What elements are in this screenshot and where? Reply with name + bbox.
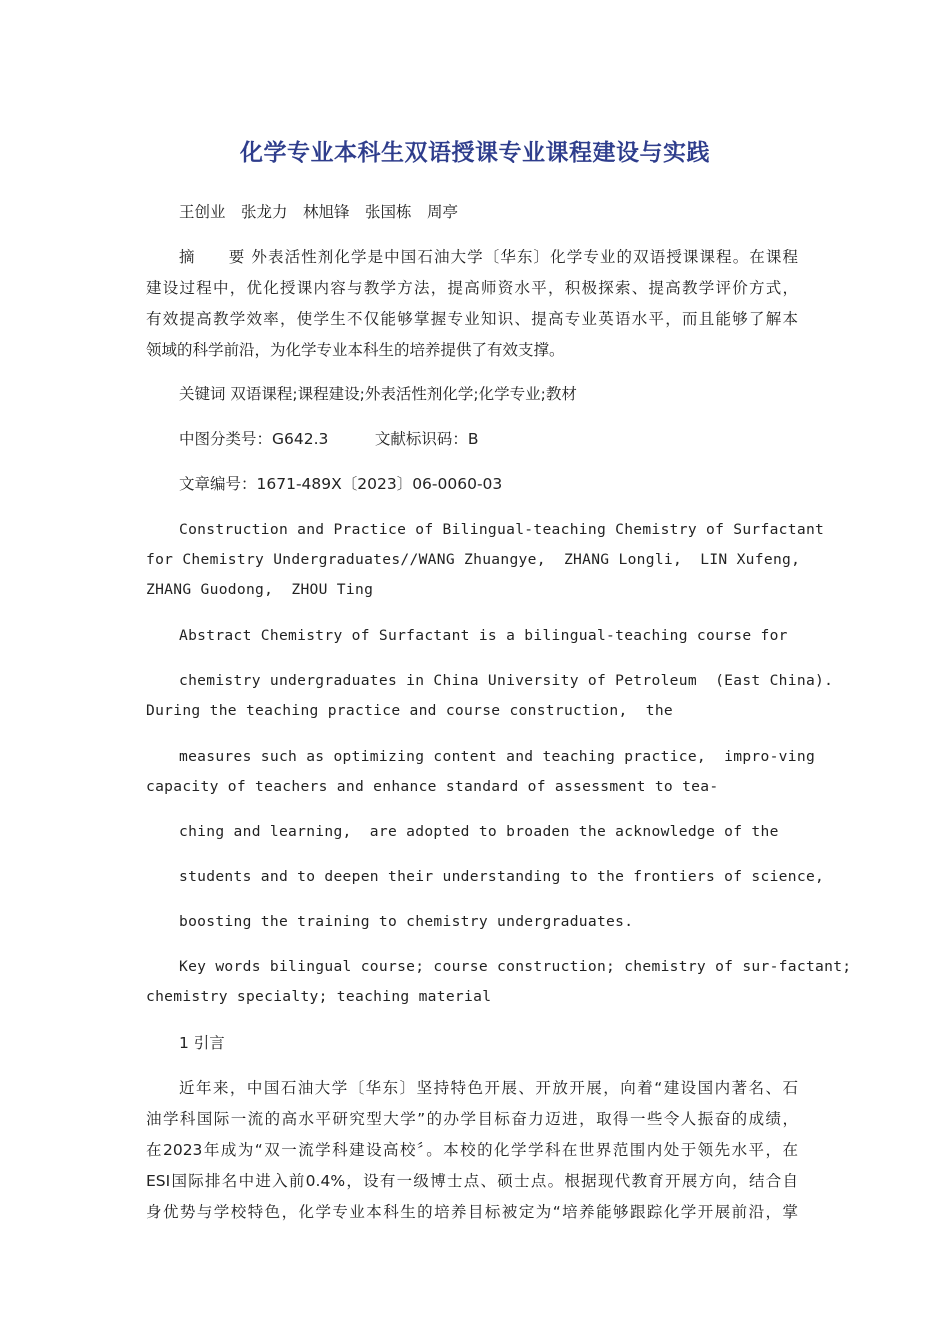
english-abstract-line: students and to deepen their understanding to the frontiers of science, [179, 868, 825, 885]
english-title-line: Construction and Practice of Bilingual-teaching Chemistry of Surfactant [179, 521, 825, 538]
english-title-line: ZHANG Guodong, ZHOU Ting [146, 581, 374, 598]
abstract-cn-line: 建设过程中，优化授课内容与教学方法，提高师资水平，积极探索、提高教学评价方式， [146, 279, 798, 297]
english-abstract-line: chemistry undergraduates in China University of Petroleum (East China). [179, 672, 834, 689]
intro-line: 近年来，中国石油大学〔华东〕坚持特色开展、开放开展，向着“建设国内著名、石 [179, 1079, 798, 1097]
keywords-cn: 关键词 双语课程;课程建设;外表活性剂化学;化学专业;教材 [179, 385, 577, 403]
english-abstract-line: Abstract Chemistry of Surfactant is a bilingual-teaching course for [179, 627, 788, 644]
english-keywords-line: Key words bilingual course; course construction; chemistry of sur-factant; [179, 958, 852, 975]
intro-line: ESI国际排名中进入前0.4%，设有一级博士点、硕士点。根据现代教育开展方向，结合自 [146, 1172, 798, 1190]
abstract-cn-line: 有效提高教学效率，使学生不仅能够掌握专业知识、提高专业英语水平，而且能够了解本 [146, 310, 798, 328]
english-abstract-line: ching and learning, are adopted to broaden the acknowledge of the [179, 823, 779, 840]
section-heading: 1 引言 [179, 1034, 225, 1052]
article-number: 文章编号：1671-489X〔2023〕06-0060-03 [179, 475, 503, 493]
english-abstract-line: measures such as optimizing content and teaching practice, impro-ving [179, 748, 816, 765]
english-abstract-line: boosting the training to chemistry undergraduates. [179, 913, 634, 930]
english-abstract-line: During the teaching practice and course construction, the [146, 702, 673, 719]
intro-line: 身优势与学校特色，化学专业本科生的培养目标被定为“培养能够跟踪化学开展前沿，掌 [146, 1203, 798, 1221]
intro-line: 油学科国际一流的高水平研究型大学”的办学目标奋力迈进，取得一些令人振奋的成绩， [146, 1110, 798, 1128]
paper-title: 化学专业本科生双语授课专业课程建设与实践 [240, 140, 710, 166]
intro-line: 在2023年成为“双一流学科建设高校〞。本校的化学学科在世界范围内处于领先水平，在 [146, 1141, 798, 1159]
english-title-line: for Chemistry Undergraduates//WANG Zhuangye, ZHANG Longli, LIN Xufeng, [146, 551, 801, 568]
classification-number: 中图分类号：G642.3 文献标识码：B [179, 430, 479, 448]
abstract-cn-line: 领域的科学前沿，为化学专业本科生的培养提供了有效支撑。 [146, 341, 565, 359]
author-list: 王创业 张龙力 林旭锋 张国栋 周亭 [179, 203, 459, 221]
english-keywords-line: chemistry specialty; teaching material [146, 988, 492, 1005]
abstract-cn-line: 摘 要 外表活性剂化学是中国石油大学〔华东〕化学专业的双语授课课程。在课程 [179, 248, 798, 266]
english-abstract-line: capacity of teachers and enhance standard of assessment to tea- [146, 778, 719, 795]
